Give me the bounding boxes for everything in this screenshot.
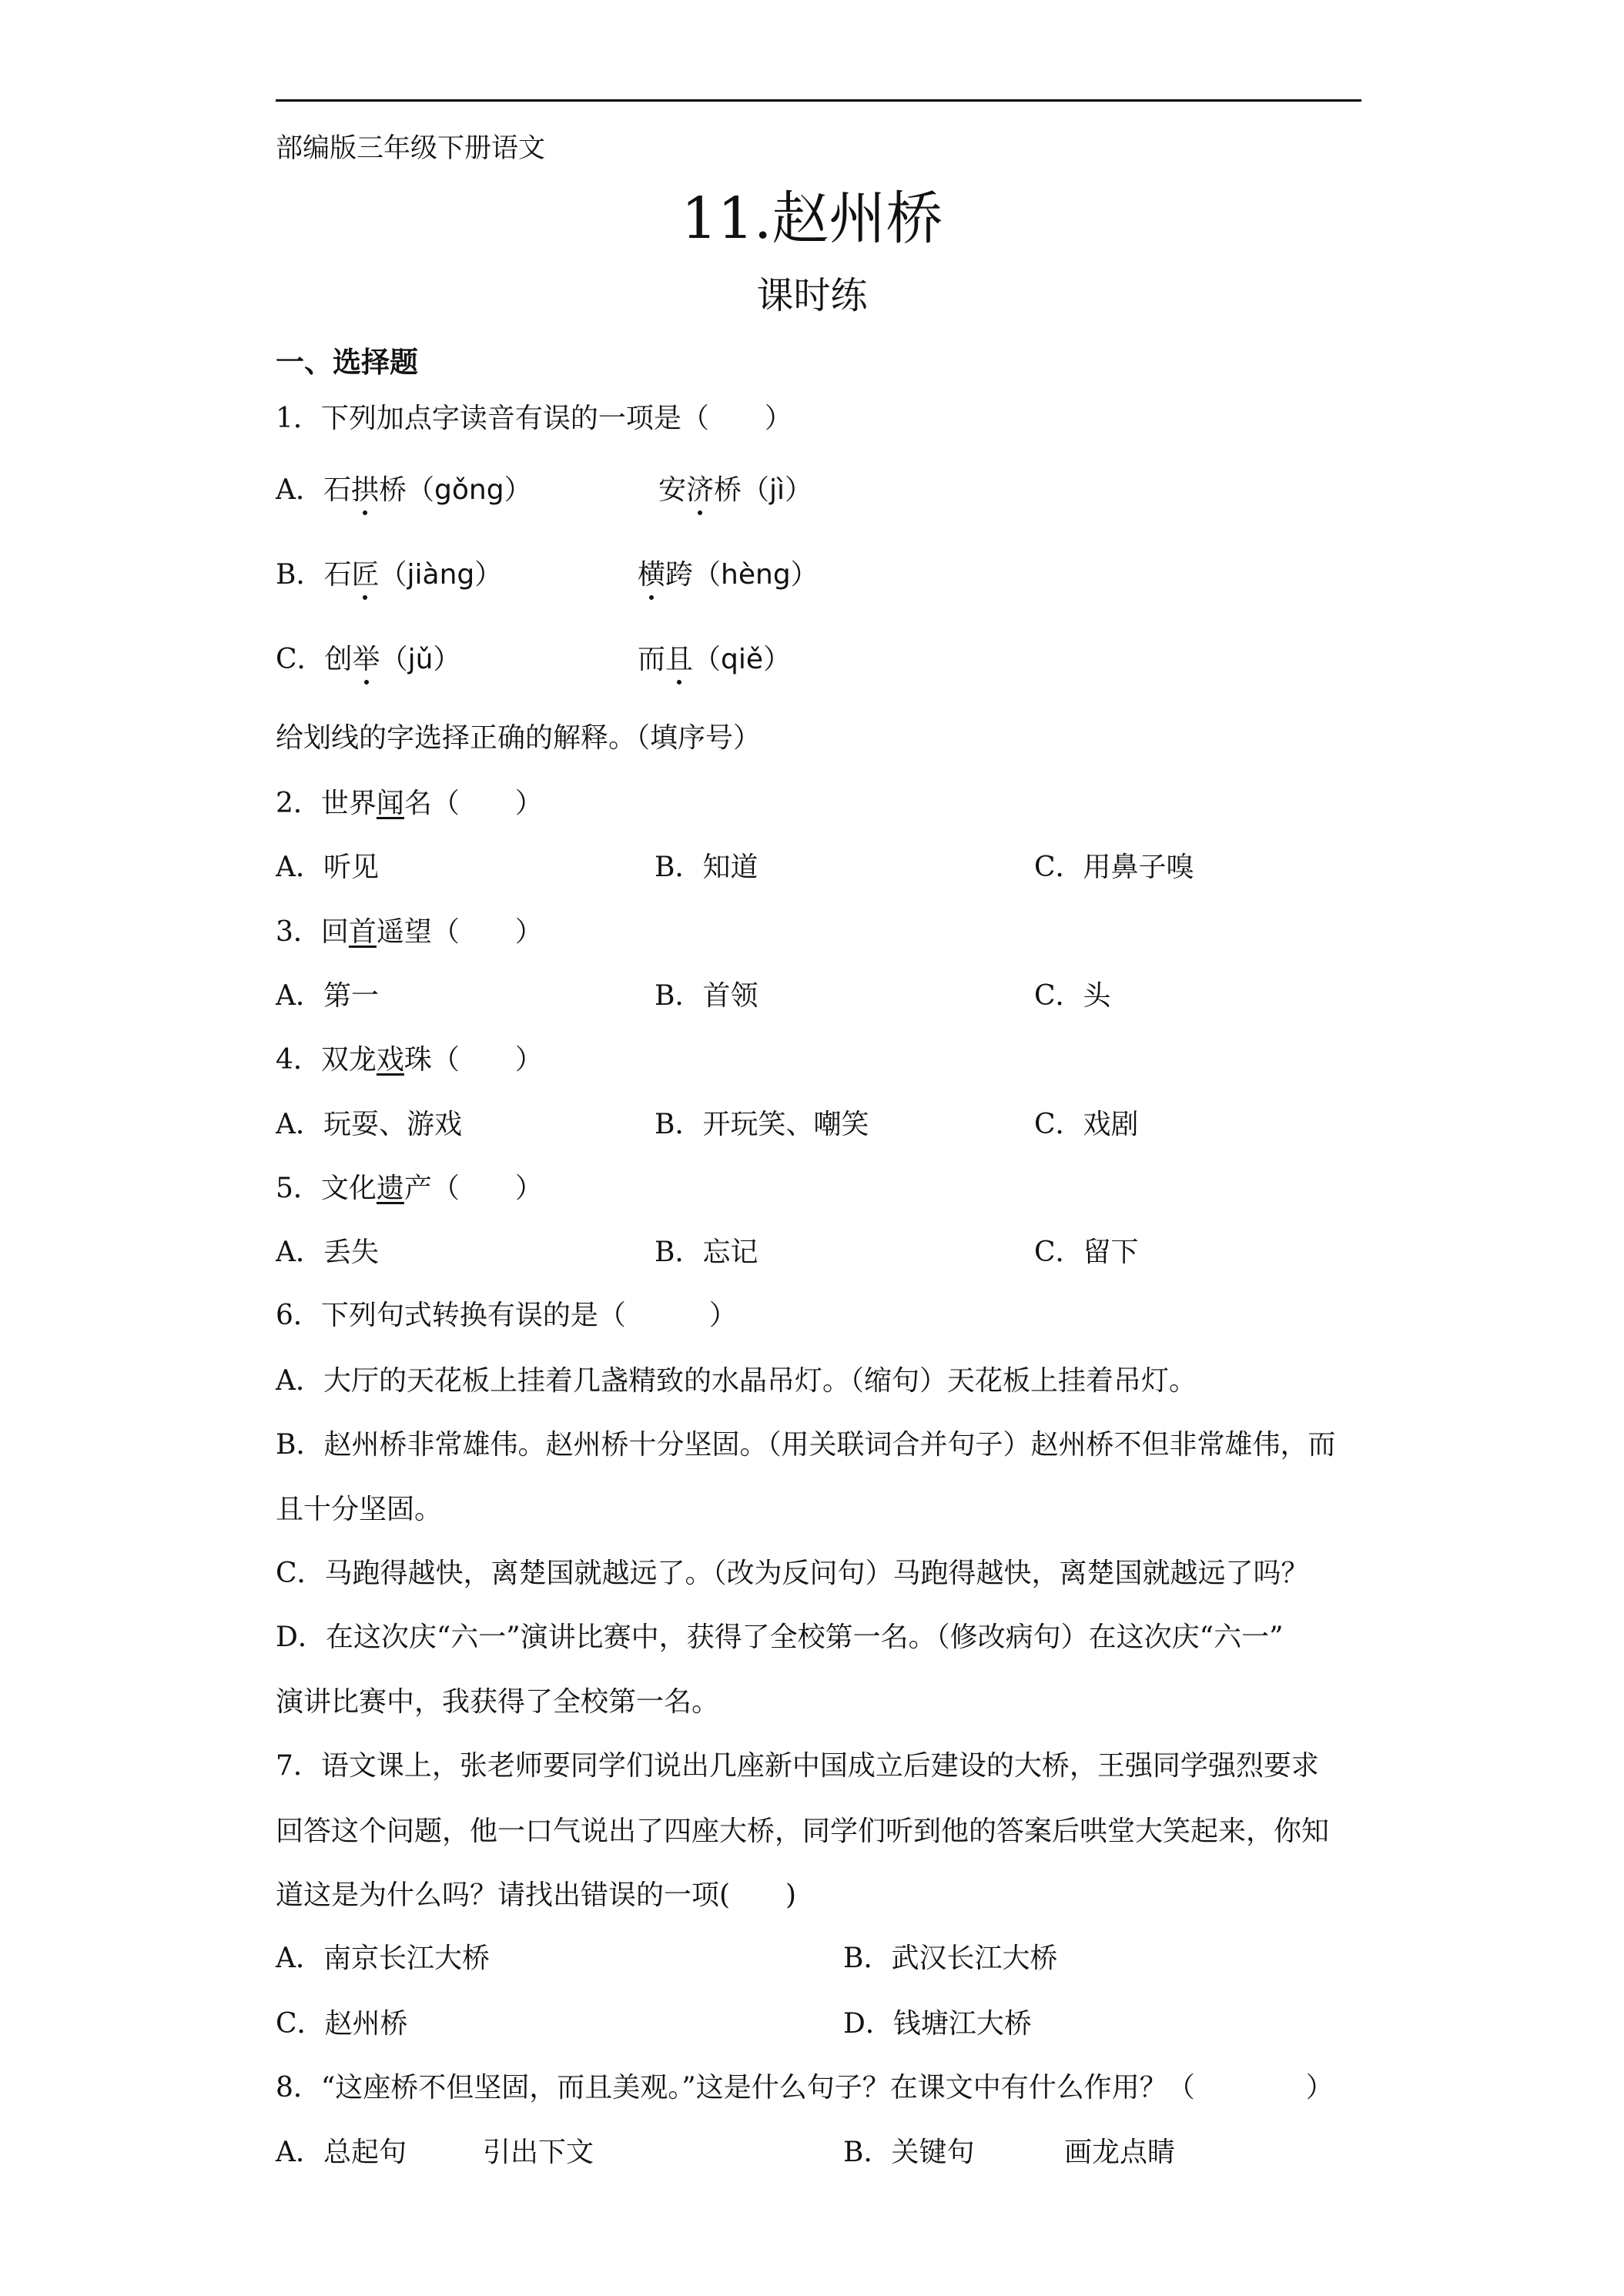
- q7-option-c: C．赵州桥: [276, 2008, 408, 2040]
- q4-option-a: A．玩耍、游戏: [276, 1109, 462, 1140]
- q8-option-b-label: B．关键句: [843, 2137, 975, 2168]
- question-6-stem: 6．下列句式转换有误的是（ ）: [276, 1300, 737, 1331]
- question-5-stem: 5．文化遗产（ ）: [276, 1173, 543, 1204]
- q1-option-b-right: 横跨（hèng）: [638, 553, 819, 592]
- q6-line-5: D．在这次庆“六一”演讲比赛中，获得了全校第一名。（修改病句）在这次庆“六一”: [276, 1622, 1284, 1653]
- q5-option-b: B．忘记: [655, 1237, 758, 1268]
- section-title: 一、选择题: [276, 345, 418, 379]
- q6-line-2: B．赵州桥非常雄伟。赵州桥十分坚固。（用关联词合并句子）赵州桥不但非常雄伟，而: [276, 1429, 1336, 1461]
- question-1-stem: 1．下列加点字读音有误的一项是（ ）: [276, 403, 792, 434]
- q2-option-a: A．听见: [276, 852, 379, 883]
- q6-line-4: C．马跑得越快，离楚国就越远了。（改为反问句）马跑得越快，离楚国就越远了吗？: [276, 1558, 1309, 1589]
- question-2-stem: 2．世界闻名（ ）: [276, 788, 543, 819]
- q8-option-a-label: A．总起句: [276, 2137, 407, 2168]
- q1-option-c-left: C．创举（jǔ）: [276, 638, 460, 677]
- q4-option-c: C．戏剧: [1034, 1109, 1139, 1140]
- q2-option-b: B．知道: [655, 852, 758, 883]
- q4-option-b: B．开玩笑、嘲笑: [655, 1109, 869, 1140]
- q3-option-b: B．首领: [655, 980, 758, 1012]
- q8-option-b-note: 画龙点睛: [1064, 2137, 1176, 2168]
- lesson-subtitle: 课时练: [756, 274, 868, 317]
- q2-option-c: C．用鼻子嗅: [1034, 852, 1194, 883]
- question-4-stem: 4．双龙戏珠（ ）: [276, 1044, 543, 1076]
- q7-option-a: A．南京长江大桥: [276, 1943, 490, 1974]
- q3-option-c: C．头: [1034, 980, 1111, 1012]
- q5-option-c: C．留下: [1034, 1237, 1139, 1268]
- q7-option-b: B．武汉长江大桥: [843, 1943, 1058, 1974]
- header-rule: [276, 99, 1361, 102]
- q7-line-1: 7．语文课上，张老师要同学们说出几座新中国成立后建设的大桥，王强同学强烈要求: [276, 1750, 1319, 1782]
- q6-line-6: 演讲比赛中，我获得了全校第一名。: [276, 1686, 720, 1718]
- q1-option-a-left: A．石拱桥（gǒng）: [276, 468, 532, 507]
- q5-option-a: A．丢失: [276, 1237, 379, 1268]
- q3-option-a: A．第一: [276, 980, 379, 1012]
- q8-option-a-note: 引出下文: [483, 2137, 594, 2168]
- q1-option-b-left: B．石匠（jiàng）: [276, 553, 502, 592]
- q1-option-a-right: 安济桥（jì）: [658, 468, 812, 507]
- q7-option-d: D．钱塘江大桥: [843, 2008, 1032, 2040]
- header-text: 部编版三年级下册语文: [276, 133, 546, 164]
- q6-line-3: 且十分坚固。: [276, 1494, 443, 1525]
- q7-line-3: 道这是为什么吗？请找出错误的一项( ): [276, 1879, 797, 1911]
- lesson-title: 11.赵州桥: [681, 186, 943, 252]
- instruction-text: 给划线的字选择正确的解释。（填序号）: [276, 722, 762, 754]
- q6-line-1: A．大厅的天花板上挂着几盏精致的水晶吊灯。（缩句）天花板上挂着吊灯。: [276, 1365, 1197, 1397]
- question-8-stem: 8．“这座桥不但坚固，而且美观。”这是什么句子？在课文中有什么作用？（ ）: [276, 2072, 1334, 2104]
- q7-line-2: 回答这个问题，他一口气说出了四座大桥，同学们听到他的答案后哄堂大笑起来，你知: [276, 1816, 1330, 1847]
- q1-option-c-right: 而且（qiě）: [638, 638, 791, 677]
- question-3-stem: 3．回首遥望（ ）: [276, 916, 543, 948]
